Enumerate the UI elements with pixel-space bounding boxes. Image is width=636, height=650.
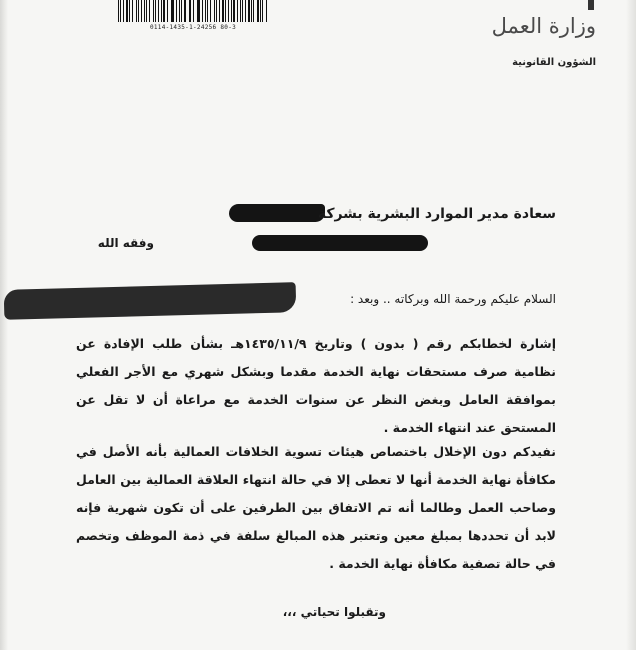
barcode-bar [257,0,259,22]
barcode-bar [242,0,243,22]
barcode-bar [216,0,217,22]
barcode-bar [193,0,194,22]
barcode-bar [253,0,254,22]
barcode-bar [144,0,145,22]
barcode-bar [138,0,139,22]
barcode-bars [118,0,268,22]
logo-mark-icon [588,0,594,10]
paragraph-response: نفيدكم دون الإخلال باختصاص هيئات تسوية الخلافات العمالية بأنه الأصل في مكافأة نهاية الخدمة أنها لا تعطى إلا في حالة انتهاء العلاقة العمالية بين العامل وصاحب العمل وطالما أنه تم الاتفاق بين الطرفين على أن تكون شهرية فإنه لابد أن تحددها بمبلغ معين وتعتبر هذه المبالغ سلفة في ذمة الموظف وتخصم في حالة تصفية مكافأة نهاية الخدمة . [76,444,556,571]
barcode-bar [181,0,182,22]
redaction-company-name [229,204,325,222]
scan-shadow-left [0,0,8,650]
barcode-bar [228,0,229,22]
barcode-bar [155,0,156,22]
barcode-bar [207,0,209,22]
barcode-bar [163,0,165,22]
greeting: السلام عليكم ورحمة الله وبركاته .. وبعد : [350,292,556,306]
barcode-bar [198,0,199,22]
barcode-bar [240,0,241,22]
ministry-name: وزارة العمل [491,14,596,38]
barcode-number: 0114-1435-1-24256 80-3 [149,24,237,31]
barcode-bar [179,0,180,22]
barcode-bar [132,0,133,22]
barcode-bar [126,0,128,22]
addressee-line: سعادة مدير الموارد البشرية بشركة [317,206,556,222]
barcode-bar [161,0,162,22]
barcode-bar [167,0,168,22]
barcode-bar [260,0,261,22]
barcode-bar [210,0,211,22]
barcode-bar [251,0,252,22]
barcode-bar [184,0,186,22]
barcode-bar [141,0,142,22]
barcode-bar [205,0,206,22]
barcode-bar [189,0,190,22]
barcode-bar [222,0,223,22]
barcode-bar [219,0,220,22]
barcode-bar [176,0,177,22]
scan-shadow-right [626,0,636,650]
barcode-bar [197,0,198,22]
barcode-bar [149,0,150,22]
barcode-bar [118,0,119,22]
barcode-bar [123,0,124,22]
barcode-bar [146,0,148,22]
barcode-bar [171,0,172,22]
barcode-bar [248,0,249,22]
barcode-bar [262,0,263,22]
barcode-bar [158,0,159,22]
paragraph-request: إشارة لخطابكم رقم ( بدون ) وتاريخ ١٤٣٥/١١/٩هـ بشأن طلب الإفادة عن نظامية صرف مستحقات نهاية الخدمة مقدما وبشكل شهري مع الأجر الفعلي بموافقة العامل وبغض النظر عن سنوات الخدمة مع مراعاة أن لا تقل عن المستحق عند انتهاء الخدمة . [76,336,556,435]
barcode-bar [120,0,121,22]
redaction-handwritten-note [4,282,297,320]
barcode-bar [153,0,154,22]
barcode-bar [172,0,173,22]
barcode-bar [202,0,203,22]
barcode-bar [129,0,130,22]
redaction-addressee-name [252,235,428,251]
barcode-bar [245,0,246,22]
addressee-blessing: وفقه الله [97,236,154,250]
closing-line: وتقبلوا تحياتي ،،، [282,605,386,619]
barcode-bar [225,0,226,22]
barcode-bar [214,0,215,22]
barcode-label [112,0,272,34]
barcode-bar [266,0,267,22]
barcode-bar [233,0,235,22]
department-name: الشؤون القانونية [512,57,596,68]
barcode-bar [237,0,238,22]
barcode-bar [231,0,232,22]
barcode-bar [190,0,191,22]
barcode-bar [136,0,137,22]
